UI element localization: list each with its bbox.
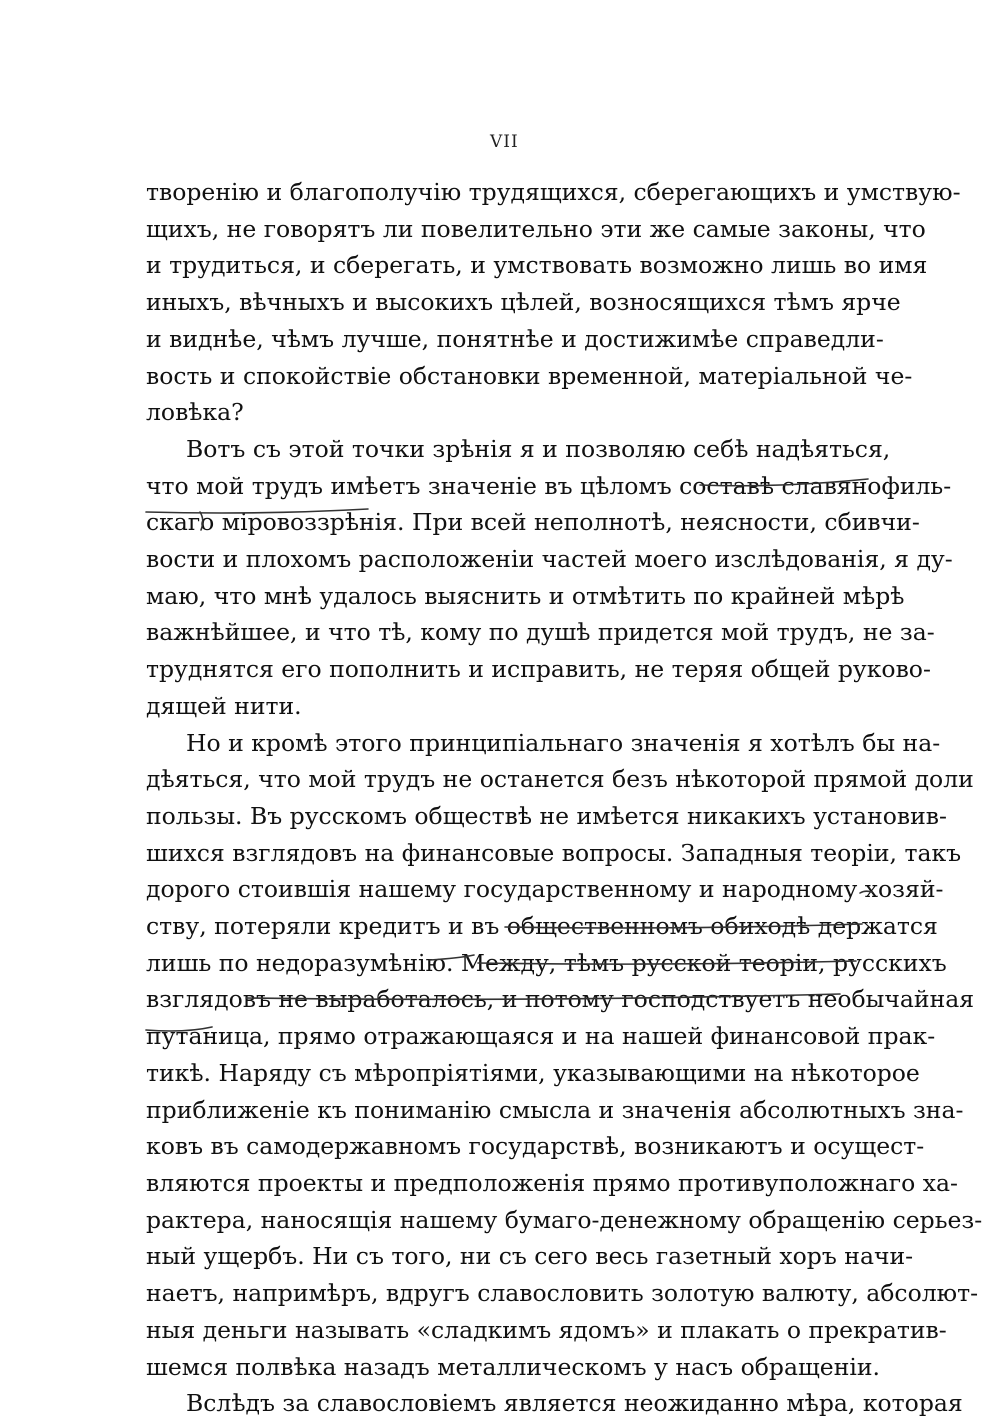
- text-line: иныхъ, вѣчныхъ и высокихъ цѣлей, возносящихся тѣмъ ярче: [146, 288, 901, 317]
- text-line: дящей нити.: [146, 691, 302, 720]
- paragraph-3: [146, 725, 983, 1386]
- text-line: ный ущербъ. Ни съ того, ни съ сего весь газетный хоръ начи-: [146, 1242, 914, 1271]
- body-text: [146, 174, 983, 1422]
- text-line: труднятся его пополнить и исправить, не теряя общей руково-: [146, 655, 931, 684]
- text-line: шемся полвѣка назадъ металлическомъ у насъ обращеніи.: [146, 1352, 881, 1381]
- page-number: VII: [490, 132, 519, 152]
- text-line: вости и плохомъ расположеніи частей моего изслѣдованія, я ду-: [146, 545, 953, 574]
- text-line: рактера, наносящія нашему бумаго-денежному обращенію серьез-: [146, 1205, 983, 1234]
- text-line: тикѣ. Наряду съ мѣропріятіями, указывающими на нѣкоторое: [146, 1058, 920, 1087]
- text-line: дорого стоившія нашему государственному и народному хозяй-: [146, 875, 944, 904]
- text-line: лишь по недоразумѣнію. Между, тѣмъ русской теоріи, русскихъ: [146, 948, 947, 977]
- text-line: ковъ въ самодержавномъ государствѣ, возникаютъ и осущест-: [146, 1132, 925, 1161]
- text-line: шихся взглядовъ на финансовые вопросы. Западныя теоріи, такъ: [146, 838, 962, 867]
- text-line: Вслѣдъ за славословіемъ является неожиданно мѣра, которая: [186, 1389, 963, 1418]
- text-line: взглядовъ не выработалось, и потому господствуетъ необычайная: [146, 985, 975, 1014]
- paragraph-2: [146, 431, 953, 725]
- text-line: вость и спокойствіе обстановки временной, матеріальной че-: [146, 361, 913, 390]
- text-line: творенію и благополучію трудящихся, сберегающихъ и умствую-: [146, 178, 961, 206]
- text-line: дѣяться, что мой трудъ не останется безъ нѣкоторой прямой доли: [146, 765, 974, 794]
- text-line: маю, что мнѣ удалось выяснить и отмѣтить по крайней мѣрѣ: [146, 581, 905, 610]
- text-line: ловѣка?: [146, 398, 244, 427]
- paragraph-1: [146, 174, 961, 431]
- text-line: важнѣйшее, и что тѣ, кому по душѣ придется мой трудъ, не за-: [146, 618, 935, 647]
- text-line: наетъ, напримѣръ, вдругъ славословить золотую валюту, абсолют-: [146, 1279, 979, 1308]
- text-line: ныя деньги называть «сладкимъ ядомъ» и плакать о прекратив-: [146, 1315, 947, 1344]
- text-line: вляются проекты и предположенія прямо противуположнаго ха-: [146, 1168, 958, 1197]
- text-line: путаница, прямо отражающаяся и на нашей финансовой прак-: [146, 1022, 936, 1051]
- text-line: пользы. Въ русскомъ обществѣ не имѣется никакихъ установив-: [146, 801, 947, 830]
- text-line: что мой трудъ имѣетъ значеніе въ цѣломъ составѣ славянофиль-: [146, 471, 952, 500]
- text-line: скаго міровоззрѣнія. При всей неполнотѣ, неясности, сбивчи-: [146, 508, 920, 537]
- text-line: ству, потеряли кредитъ и въ общественномъ обиходѣ держатся: [146, 912, 938, 941]
- text-line: и виднѣе, чѣмъ лучше, понятнѣе и достижимѣе справедли-: [146, 324, 884, 353]
- text-line: щихъ, не говорятъ ли повелительно эти же самые законы, что: [146, 214, 926, 243]
- text-line: и трудиться, и сберегать, и умствовать возможно лишь во имя: [146, 251, 928, 280]
- text-line: Но и кромѣ этого принципіальнаго значенія я хотѣлъ бы на-: [186, 728, 941, 757]
- text-line: Вотъ съ этой точки зрѣнія я и позволяю себѣ надѣяться,: [186, 434, 891, 463]
- paragraph-4: [146, 1385, 963, 1422]
- text-line: приближеніе къ пониманію смысла и значенія абсолютныхъ зна-: [146, 1095, 964, 1124]
